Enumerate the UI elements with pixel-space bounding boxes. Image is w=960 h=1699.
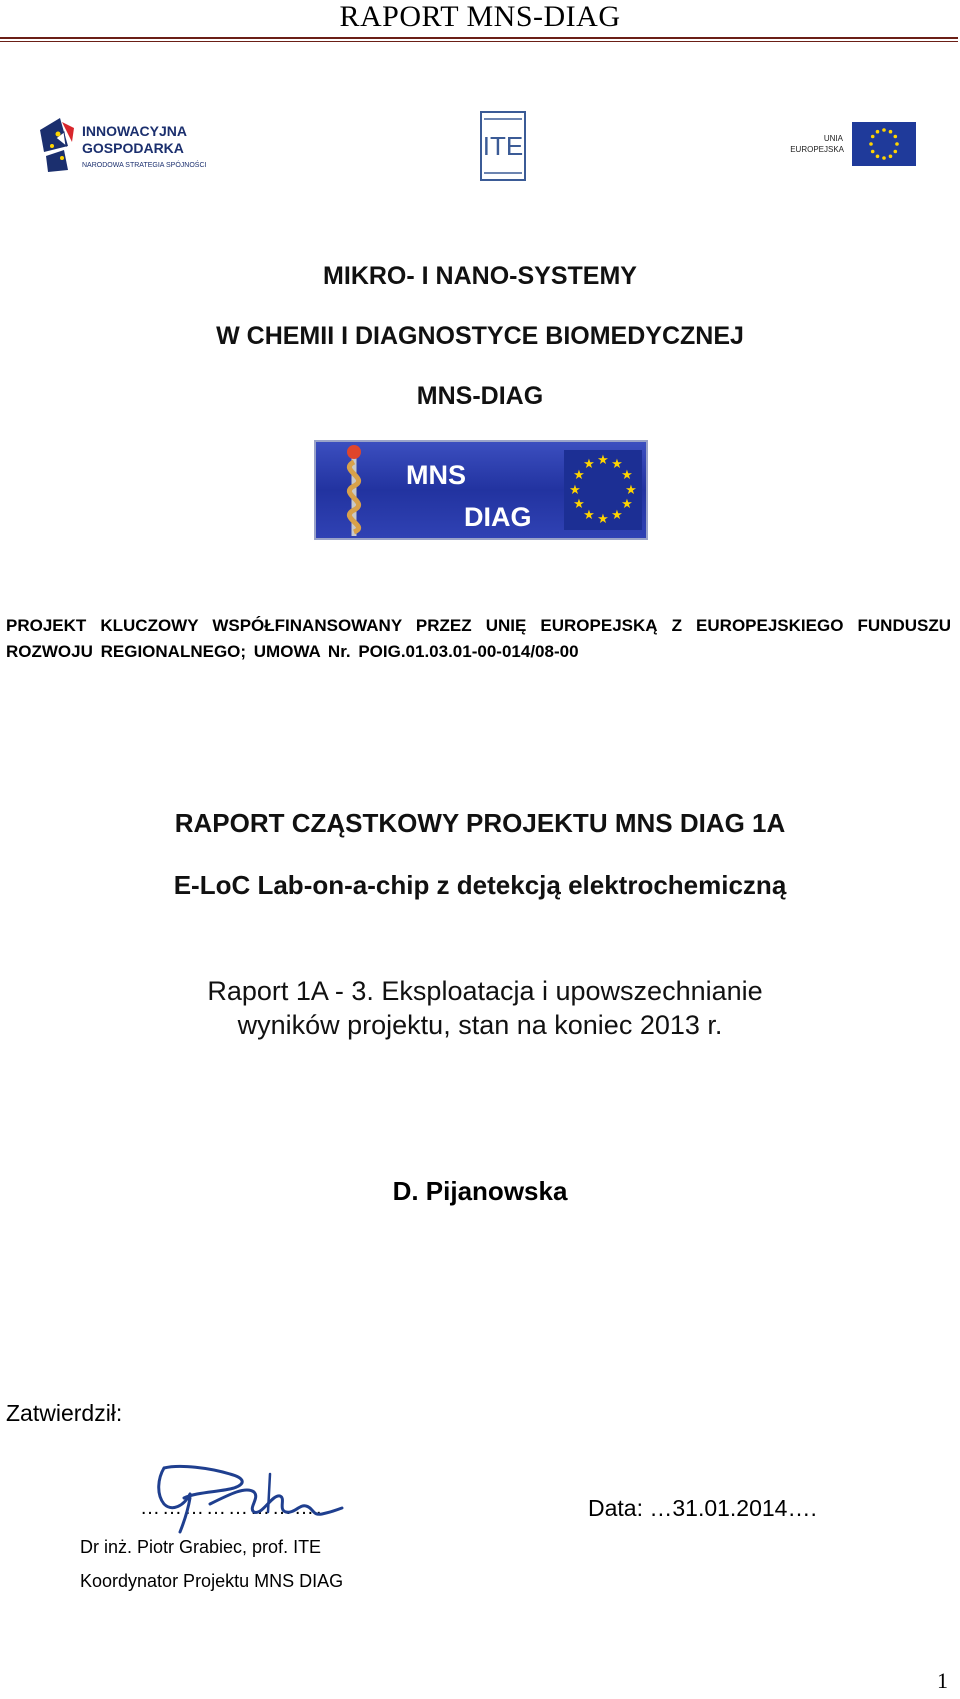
svg-text:★: ★ <box>583 508 595 523</box>
project-funding-line1: PROJEKT KLUCZOWY WSPÓŁFINANSOWANY PRZEZ UNIĘ EUROPEJSKĄ Z EUROPEJSKIEGO FUNDUSZU <box>6 616 951 635</box>
eu-logo-graphic <box>778 120 918 168</box>
signature-image <box>150 1464 350 1536</box>
mns-logo-line2: DIAG <box>464 502 532 532</box>
svg-text:★: ★ <box>573 468 585 483</box>
ite-logo-graphic <box>480 111 526 181</box>
ig-line1: INNOWACYJNA <box>82 123 188 139</box>
svg-text:★: ★ <box>573 497 585 512</box>
signature-dots: ……………………. <box>140 1497 324 1519</box>
report-description-line2: wyników projektu, stan na koniec 2013 r. <box>237 1010 723 1040</box>
page-number: 1 <box>937 1668 948 1693</box>
svg-text:★: ★ <box>621 497 633 512</box>
svg-text:★: ★ <box>583 457 595 472</box>
project-funding-line2: ROZWOJU REGIONALNEGO; UMOWA Nr. POIG.01.03.01-00-014/08-00 <box>6 642 579 661</box>
ig-line2: GOSPODARKA <box>82 140 184 156</box>
main-title-line1: MIKRO- I NANO-SYSTEMY <box>323 262 637 290</box>
svg-text:★: ★ <box>569 483 581 498</box>
svg-text:★: ★ <box>611 457 623 472</box>
header-rule <box>0 37 958 39</box>
signer-name: Dr inż. Piotr Grabiec, prof. ITE <box>80 1537 322 1557</box>
ite-text: ITE <box>482 131 524 161</box>
report-title: RAPORT CZĄSTKOWY PROJEKTU MNS DIAG 1A <box>174 808 786 838</box>
mns-diag-logo <box>314 440 648 540</box>
approval-date: Data: …31.01.2014…. <box>588 1495 817 1521</box>
eu-line1: UNIA <box>823 134 843 143</box>
eu-logo <box>778 120 918 168</box>
author-name: D. Pijanowska <box>392 1176 568 1206</box>
report-description-line1: Raport 1A - 3. Eksploatacja i upowszechnianie <box>207 976 763 1006</box>
handwritten-signature <box>150 1464 350 1536</box>
signer-role: Koordynator Projektu MNS DIAG <box>80 1571 344 1591</box>
ig-line3: NARODOWA STRATEGIA SPÓJNOŚCI <box>82 162 207 169</box>
ite-logo <box>480 111 526 181</box>
header-rule-thin <box>0 41 958 42</box>
svg-text:★: ★ <box>597 512 609 527</box>
mns-logo-line1: MNS <box>406 460 466 490</box>
mns-diag-logo-graphic <box>314 440 648 540</box>
page-header-title: RAPORT MNS-DIAG <box>339 0 621 33</box>
svg-text:★: ★ <box>611 508 623 523</box>
svg-text:★: ★ <box>621 468 633 483</box>
main-title-line3: MNS-DIAG <box>416 382 544 410</box>
svg-text:★: ★ <box>597 453 609 468</box>
report-subtitle: E-LoC Lab-on-a-chip z detekcją elektrochemiczną <box>173 870 787 900</box>
svg-text:★: ★ <box>625 483 637 498</box>
approval-label: Zatwierdził: <box>6 1400 123 1426</box>
innowacyjna-gospodarka-logo <box>38 112 228 176</box>
eu-line2: EUROPEJSKA <box>790 145 844 154</box>
main-title-line2: W CHEMII I DIAGNOSTYCE BIOMEDYCZNEJ <box>216 322 744 350</box>
ig-logo-graphic <box>38 112 228 176</box>
